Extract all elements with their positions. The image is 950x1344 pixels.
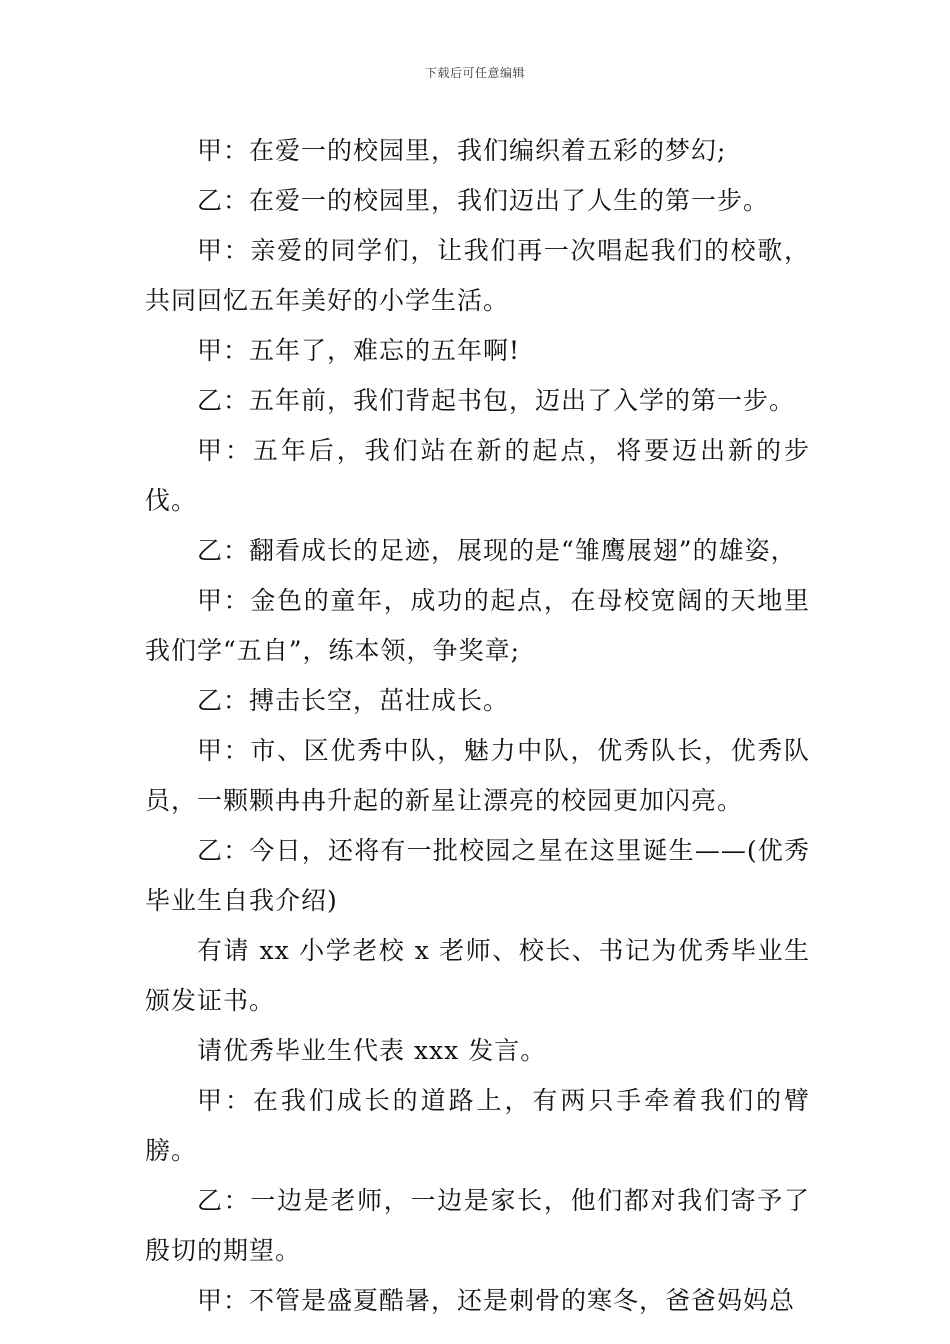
paragraph: 乙：在爱一的校园里，我们迈出了人生的第一步。 — [197, 186, 770, 215]
paragraph: 甲：五年了，难忘的五年啊! — [197, 336, 521, 365]
paragraph: 乙：翻看成长的足迹，展现的是“雏鹰展翅”的雄姿， — [197, 536, 797, 565]
paragraph: 乙：一边是老师，一边是家长，他们都对我们寄予了殷切的期望。 — [145, 1186, 810, 1265]
paragraph: 甲：在我们成长的道路上，有两只手牵着我们的臂膀。 — [145, 1086, 810, 1165]
paragraph: 乙：搏击长空，茁壮成长。 — [197, 686, 510, 715]
paragraph: 有请 xx 小学老校 x 老师、校长、书记为优秀毕业生颁发证书。 — [145, 936, 810, 1015]
paragraph: 乙：五年前，我们背起书包，迈出了入学的第一步。 — [197, 386, 796, 415]
paragraph: 甲：市、区优秀中队，魅力中队，优秀队长，优秀队员，一颗颗冉冉升起的新星让漂亮的校园更加闪亮。 — [145, 736, 810, 815]
paragraph: 甲：在爱一的校园里，我们编织着五彩的梦幻; — [197, 136, 727, 165]
paragraph: 甲：不管是盛夏酷暑，还是刺骨的寒冬，爸爸妈妈总 — [197, 1286, 796, 1315]
paragraph: 请优秀毕业生代表 xxx 发言。 — [197, 1036, 547, 1065]
paragraph: 甲：五年后，我们站在新的起点，将要迈出新的步伐。 — [145, 436, 810, 515]
paragraph: 甲：金色的童年，成功的起点，在母校宽阔的天地里我们学“五自”，练本领，争奖章; — [145, 586, 810, 665]
document-body — [145, 126, 810, 1326]
paragraph: 甲：亲爱的同学们，让我们再一次唱起我们的校歌，共同回忆五年美好的小学生活。 — [145, 236, 810, 315]
paragraph: 乙：今日，还将有一批校园之星在这里诞生——(优秀毕业生自我介绍) — [145, 836, 810, 915]
page-header: 下载后可任意编辑 — [424, 66, 525, 80]
